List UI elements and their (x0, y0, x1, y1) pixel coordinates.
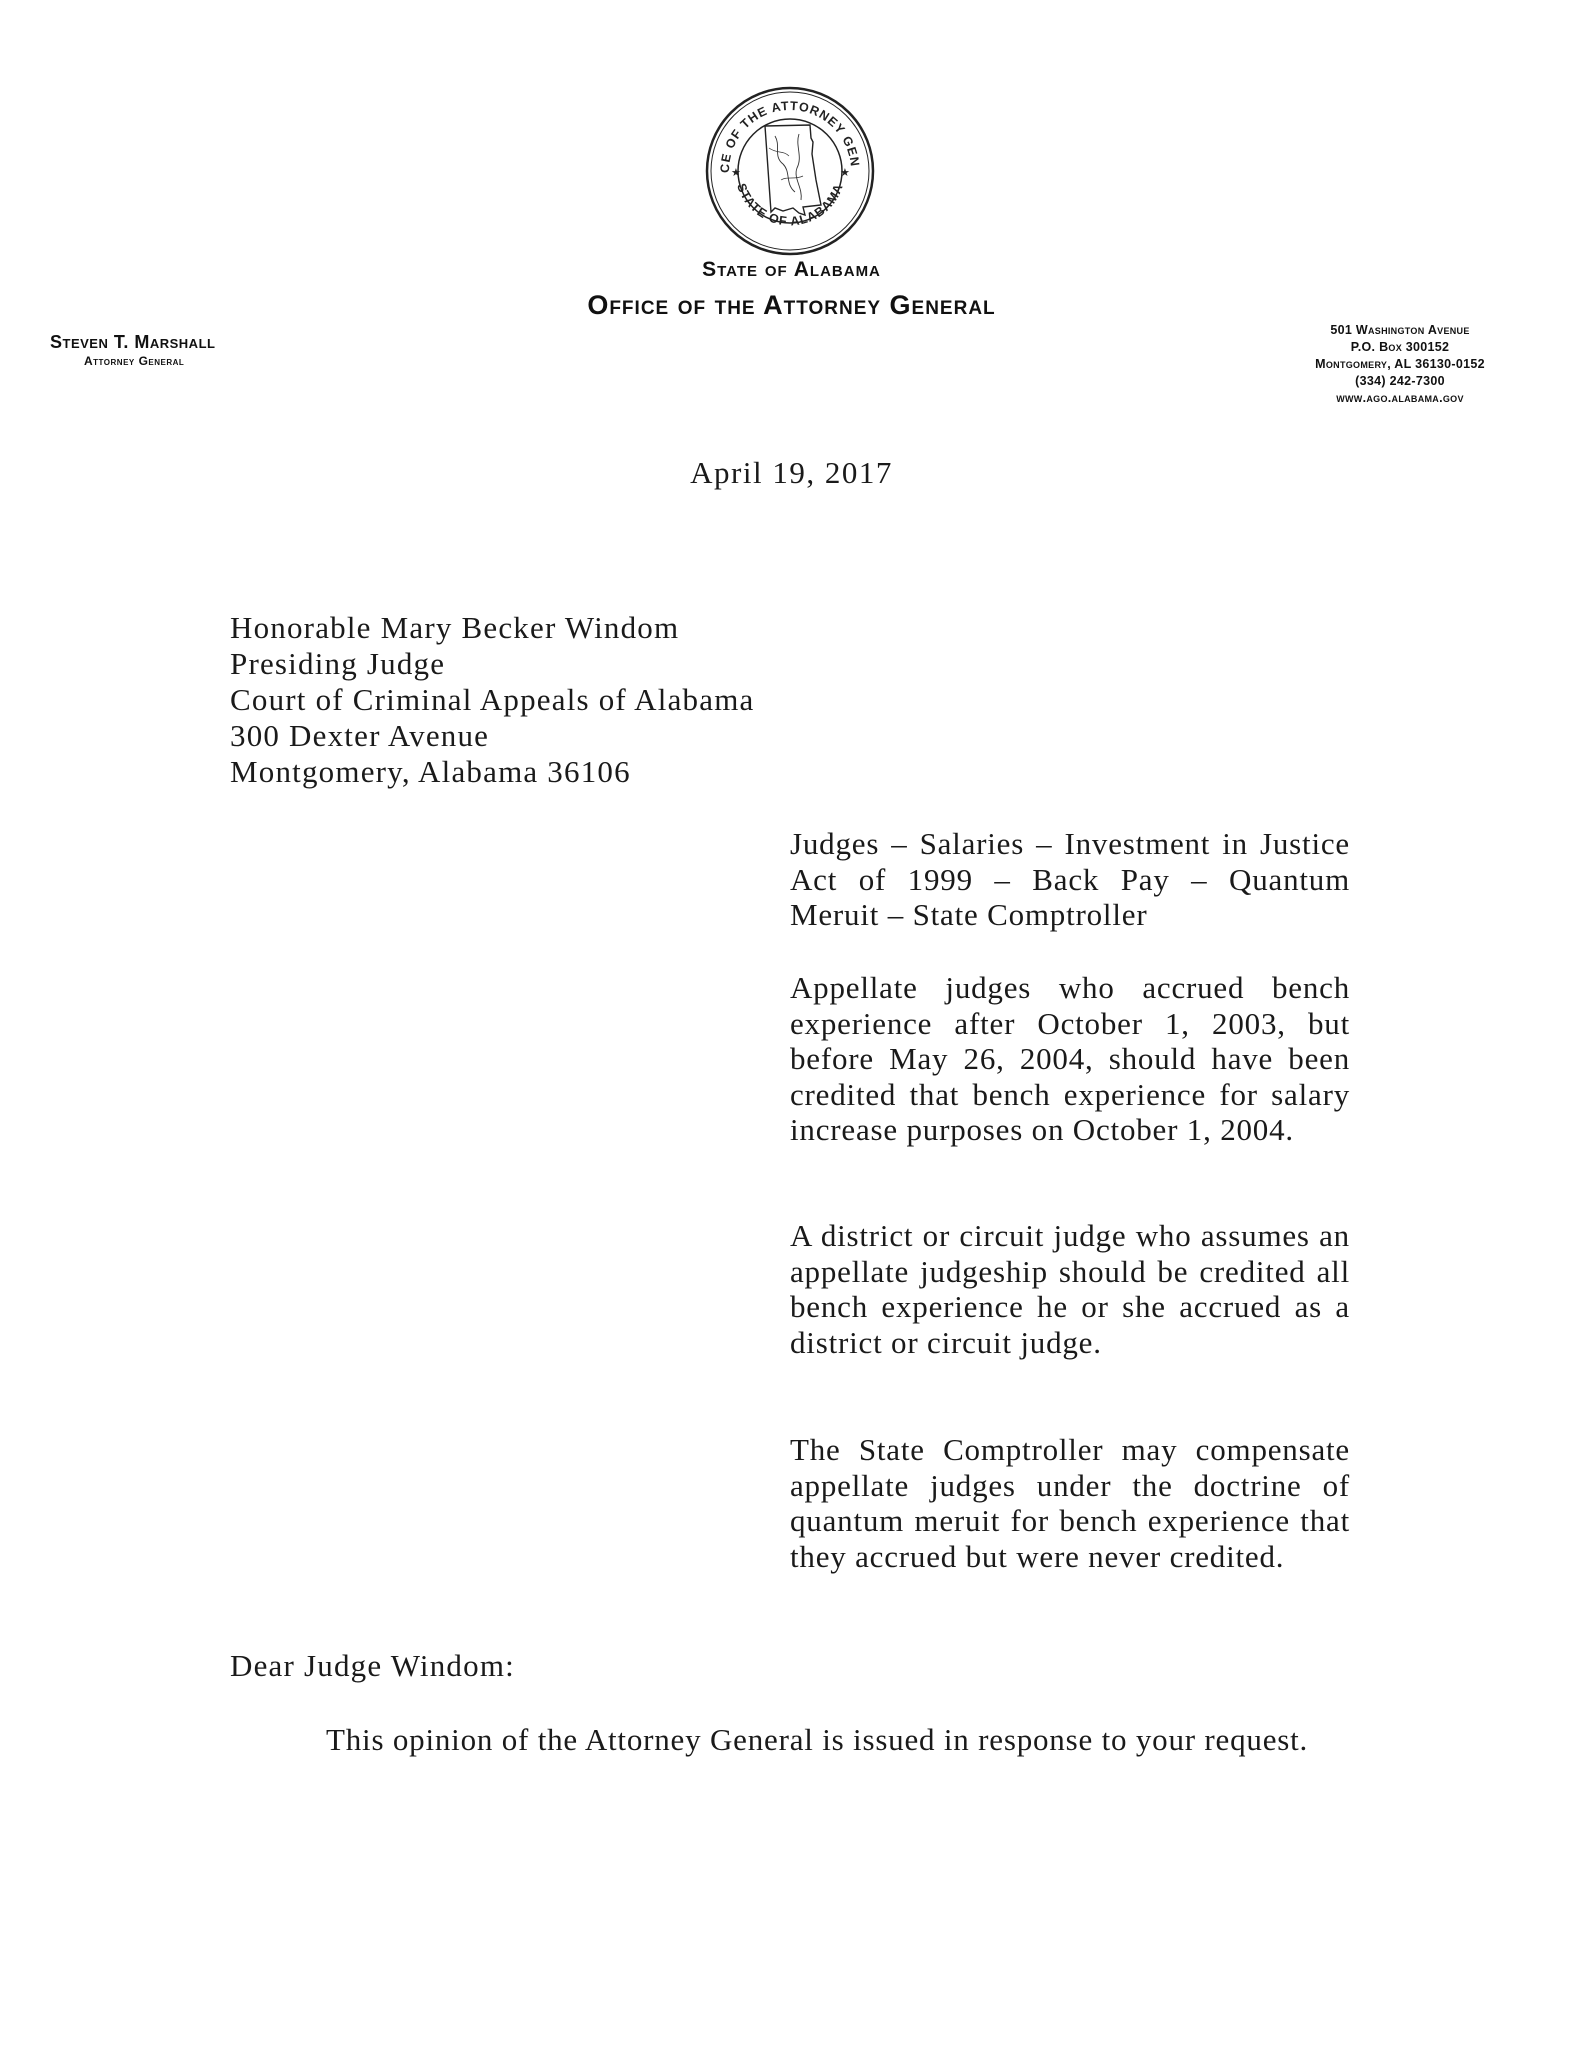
state-seal-icon (703, 84, 877, 258)
body-paragraph: This opinion of the Attorney General is issued in response to your request. (326, 1722, 1309, 1757)
headnote-paragraph: Appellate judges who accrued bench experience after October 1, 2003, but before May 26, 2004, should have been credited that bench experience for salary increase purposes on October 1, 2004. (790, 970, 1350, 1147)
recipient-line: 300 Dexter Avenue (230, 718, 490, 753)
seal-text-top: CE OF THE ATTORNEY GEN (717, 98, 862, 174)
office-address (1250, 322, 1550, 407)
address-phone: (334) 242-7300 (1355, 374, 1445, 388)
letter-date: April 19, 2017 (690, 455, 893, 490)
recipient-line: Court of Criminal Appeals of Alabama (230, 682, 755, 717)
seal-text-bottom: STATE OF ALABAMA (734, 181, 846, 229)
address-city: Montgomery, AL 36130-0152 (1315, 357, 1485, 371)
headnote-paragraph: A district or circuit judge who assumes an appellate judgeship should be credited all bench experience he or she accrued as a district or circuit judge. (790, 1218, 1350, 1360)
attorney-general-title: Attorney General (84, 354, 185, 368)
svg-text:★: ★ (731, 167, 741, 179)
svg-text:STATE OF ALABAMA (734, 181, 846, 228)
headnote-subject: Judges – Salaries – Investment in Justice Act of 1999 – Back Pay – Quantum Meruit – State Comptroller (790, 826, 1350, 932)
address-po-box: P.O. Box 300152 (1350, 340, 1450, 354)
address-street: 501 Washington Avenue (1330, 323, 1470, 337)
letterhead-office: Office of the Attorney General (587, 290, 996, 320)
letterhead-state: State of Alabama (702, 258, 881, 281)
svg-text:OFFICE OF THE ATTORNEY GENERAL (703, 84, 862, 173)
recipient-line: Presiding Judge (230, 646, 446, 681)
recipient-line: Montgomery, Alabama 36106 (230, 754, 631, 789)
salutation: Dear Judge Windom: (230, 1648, 515, 1683)
address-website: www.ago.alabama.gov (1336, 391, 1464, 405)
recipient-line: Honorable Mary Becker Windom (230, 610, 680, 645)
headnote-paragraph: The State Comptroller may compensate appellate judges under the doctrine of quantum meruit for bench experience that they accrued but were never credited. (790, 1432, 1350, 1574)
attorney-general-name: Steven T. Marshall (50, 332, 216, 352)
svg-text:★: ★ (840, 167, 850, 179)
recipient-address (230, 610, 754, 790)
